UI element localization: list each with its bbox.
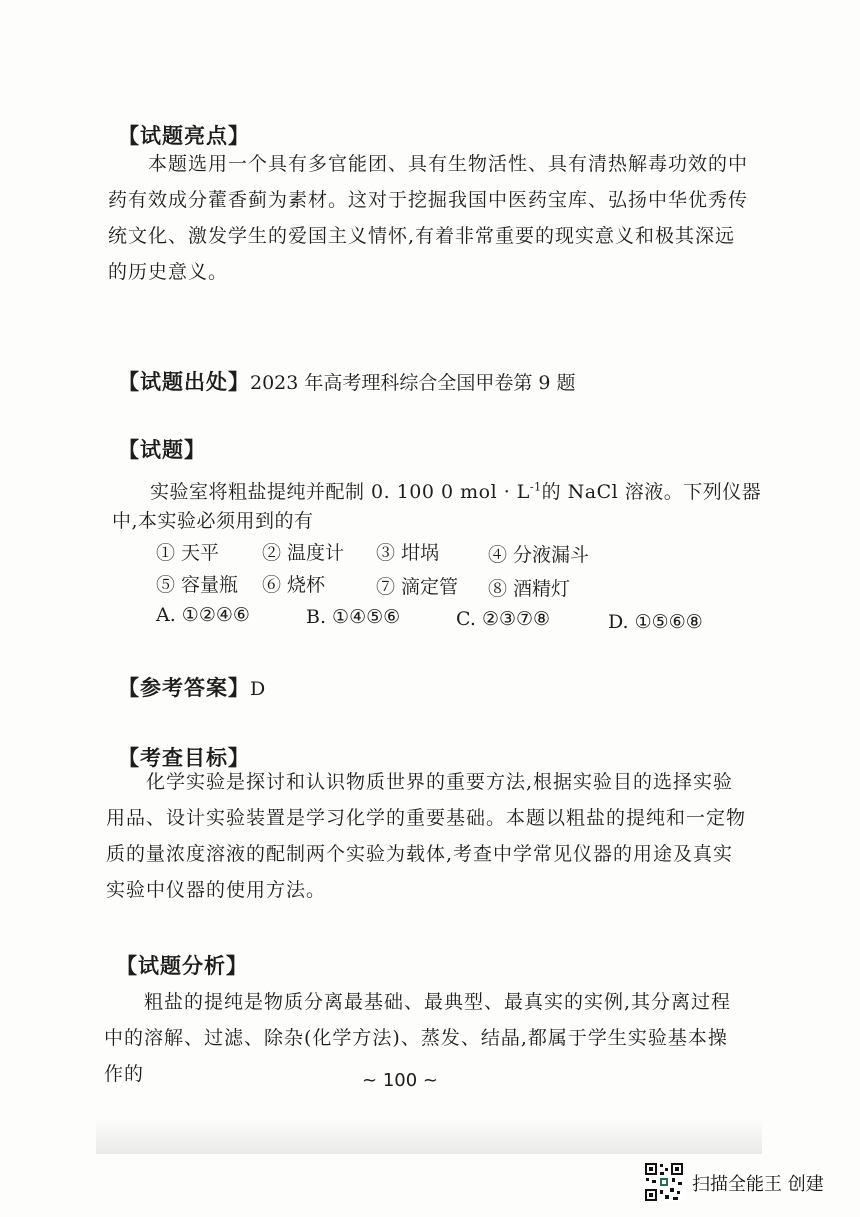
instrument-item: ② 温度计 xyxy=(262,542,345,564)
watermark-text: 扫描全能王 创建 xyxy=(692,1174,824,1195)
highlights-paragraph: 本题选用一个具有多官能团、具有生物活性、具有清热解毒功效的中药有效成分藿香蓟为素材。这对于挖掘我国中医药宝库、弘扬中华优秀传统文化、激发学生的爱国主义情怀,有着非常重要的现实意义和极其深远的历史意义。 xyxy=(108,153,749,283)
source-heading: 【试题出处】 xyxy=(118,370,250,394)
choice-item: A. ①②④⑥ xyxy=(156,604,250,626)
highlights-heading: 【试题亮点】 xyxy=(118,124,250,148)
source-text: 2023 年高考理科综合全国甲卷第 9 题 xyxy=(250,372,576,394)
question-stem-line1 xyxy=(150,477,761,504)
answer-value: D xyxy=(250,678,266,700)
scan-shadow xyxy=(96,1118,762,1154)
choice-item: D. ①⑤⑥⑧ xyxy=(608,611,703,633)
analysis-paragraph: 粗盐的提纯是物质分离最基础、最典型、最真实的实例,其分离过程中的溶解、过滤、除杂(化学方法)、蒸发、结晶,都属于学生实验基本操作的 xyxy=(104,991,732,1085)
instrument-item: ③ 坩埚 xyxy=(376,542,440,564)
qr-code-icon xyxy=(644,1162,684,1202)
question-heading: 【试题】 xyxy=(118,438,206,462)
instrument-item: ⑦ 滴定管 xyxy=(376,576,459,598)
analysis-heading: 【试题分析】 xyxy=(116,954,248,978)
question-stem-line2: 中,本实验必须用到的有 xyxy=(112,510,314,532)
choice-item: C. ②③⑦⑧ xyxy=(456,608,551,630)
question-stem-part1: 实验室将粗盐提纯并配制 0. 100 0 mol · L xyxy=(150,481,530,503)
objectives-paragraph: 化学实验是探讨和认识物质世界的重要方法,根据实验目的选择实验用品、设计实验装置是学习化学的重要基础。本题以粗盐的提纯和一定物质的量浓度溶液的配制两个实验为载体,考查中学常见仪器的用途及真实实验中仪器的使用方法。 xyxy=(106,771,747,901)
question-stem-superscript: -1 xyxy=(529,480,542,494)
choice-item: B. ①④⑤⑥ xyxy=(306,606,401,628)
instrument-item: ⑥ 烧杯 xyxy=(262,574,326,596)
question-stem-part2: 的 NaCl 溶液。下列仪器 xyxy=(541,481,762,503)
answer-line xyxy=(118,672,265,702)
instrument-item: ① 天平 xyxy=(156,542,220,564)
source-line xyxy=(118,366,576,396)
scanner-watermark xyxy=(644,1162,844,1202)
page-number: ~ 100 ~ xyxy=(362,1070,438,1091)
objectives-heading: 【考查目标】 xyxy=(118,746,250,770)
instrument-item: ④ 分液漏斗 xyxy=(488,544,590,566)
answer-heading: 【参考答案】 xyxy=(118,676,250,700)
instrument-item: ⑧ 酒精灯 xyxy=(488,578,571,600)
instrument-item: ⑤ 容量瓶 xyxy=(156,574,239,596)
